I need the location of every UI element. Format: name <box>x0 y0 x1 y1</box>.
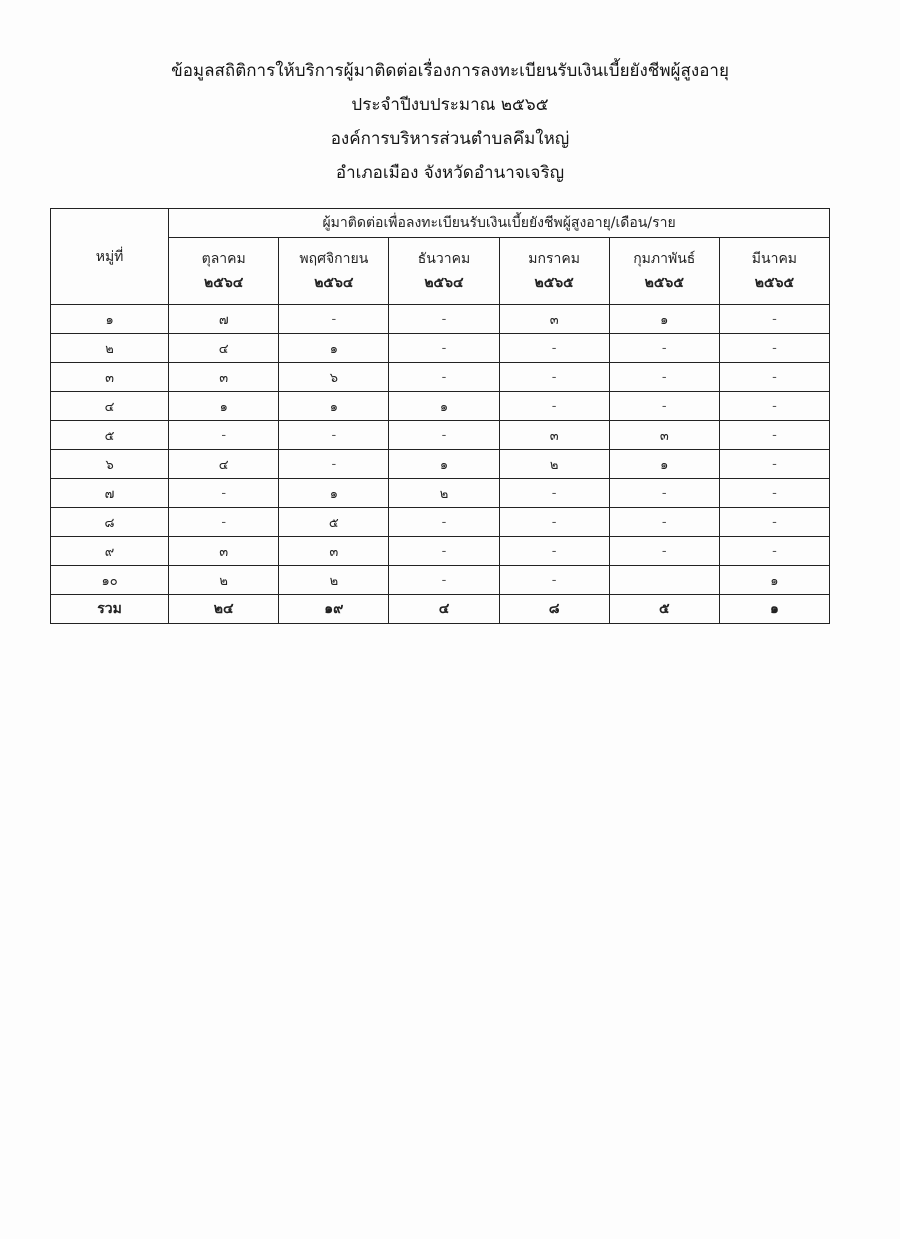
table-row <box>51 334 830 363</box>
count-cell: - <box>719 392 829 421</box>
statistics-table <box>50 208 830 624</box>
total-cell: ๒๔ <box>169 595 279 624</box>
count-cell: - <box>719 508 829 537</box>
table-row <box>51 421 830 450</box>
count-cell: - <box>499 479 609 508</box>
month-name: พฤศจิกายน <box>299 251 369 267</box>
month-year: ๒๕๖๕ <box>644 275 684 291</box>
count-cell: - <box>169 479 279 508</box>
count-cell: - <box>719 421 829 450</box>
count-cell: - <box>389 363 499 392</box>
count-cell: ๖ <box>279 363 389 392</box>
moo-cell: ๙ <box>51 537 169 566</box>
month-year: ๒๕๖๔ <box>314 275 354 291</box>
count-cell: ๑ <box>609 305 719 334</box>
count-cell: ๑ <box>169 392 279 421</box>
count-cell: - <box>389 537 499 566</box>
table-row <box>51 537 830 566</box>
count-cell: - <box>499 566 609 595</box>
table-row <box>51 479 830 508</box>
moo-cell: ๔ <box>51 392 169 421</box>
count-cell: - <box>609 334 719 363</box>
count-cell: - <box>499 392 609 421</box>
month-header-2 <box>279 238 389 305</box>
count-cell: ๑ <box>279 392 389 421</box>
count-cell: ๓ <box>609 421 719 450</box>
month-name: ธันวาคม <box>417 251 471 267</box>
count-cell: - <box>389 566 499 595</box>
moo-cell: ๖ <box>51 450 169 479</box>
count-cell: - <box>609 537 719 566</box>
total-cell: ๑๙ <box>279 595 389 624</box>
count-cell: ๕ <box>279 508 389 537</box>
month-header-1 <box>169 238 279 305</box>
count-cell: - <box>499 508 609 537</box>
month-year: ๒๕๖๕ <box>754 275 795 291</box>
moo-cell: ๓ <box>51 363 169 392</box>
count-cell: - <box>499 537 609 566</box>
moo-column-header: หมู่ที่ <box>51 209 169 305</box>
moo-cell: ๑๐ <box>51 566 169 595</box>
count-cell: ๑ <box>389 392 499 421</box>
count-cell: ๑ <box>719 566 829 595</box>
count-cell: - <box>719 363 829 392</box>
count-cell: - <box>279 305 389 334</box>
total-cell: ๑ <box>719 595 829 624</box>
count-cell: ๓ <box>499 421 609 450</box>
count-cell <box>609 566 719 595</box>
count-cell: ๑ <box>279 479 389 508</box>
table-row <box>51 566 830 595</box>
count-cell: ๔ <box>169 450 279 479</box>
count-cell: - <box>609 363 719 392</box>
month-year: ๒๕๖๔ <box>424 275 464 291</box>
count-cell: - <box>499 363 609 392</box>
count-cell: - <box>279 421 389 450</box>
month-name: มีนาคม <box>751 251 798 267</box>
month-name: ตุลาคม <box>201 251 246 267</box>
count-cell: - <box>389 305 499 334</box>
count-cell: ๓ <box>499 305 609 334</box>
count-cell: ๒ <box>389 479 499 508</box>
total-cell: ๘ <box>499 595 609 624</box>
month-name: มกราคม <box>528 251 580 267</box>
month-header-4 <box>499 238 609 305</box>
count-cell: - <box>719 479 829 508</box>
month-header-6 <box>719 238 829 305</box>
count-cell: ๒ <box>279 566 389 595</box>
count-cell: - <box>719 537 829 566</box>
moo-cell: ๕ <box>51 421 169 450</box>
moo-cell: ๑ <box>51 305 169 334</box>
table-row <box>51 450 830 479</box>
count-cell: ๓ <box>169 537 279 566</box>
month-header-3 <box>389 238 499 305</box>
month-year: ๒๕๖๔ <box>204 275 244 291</box>
count-cell: - <box>719 450 829 479</box>
count-cell: - <box>169 421 279 450</box>
district-province-line: อำเภอเมือง จังหวัดอำนาจเจริญ <box>335 163 565 183</box>
count-cell: - <box>389 334 499 363</box>
total-cell: ๔ <box>389 595 499 624</box>
table-row <box>51 363 830 392</box>
count-cell: ๓ <box>279 537 389 566</box>
table-body <box>51 305 830 624</box>
count-cell: ๔ <box>169 334 279 363</box>
total-label: รวม <box>51 595 169 624</box>
table-row <box>51 392 830 421</box>
count-cell: ๑ <box>609 450 719 479</box>
fiscal-year-line: ประจำปีงบประมาณ ๒๕๖๕ <box>351 95 549 115</box>
count-cell: - <box>389 421 499 450</box>
count-cell: - <box>279 450 389 479</box>
count-cell: ๒ <box>169 566 279 595</box>
moo-cell: ๗ <box>51 479 169 508</box>
count-cell: - <box>609 479 719 508</box>
moo-cell: ๘ <box>51 508 169 537</box>
count-cell: - <box>609 508 719 537</box>
total-row <box>51 595 830 624</box>
count-cell: ๒ <box>499 450 609 479</box>
count-cell: - <box>719 334 829 363</box>
document-title: ข้อมูลสถิติการให้บริการผู้มาติดต่อเรื่องการลงทะเบียนรับเงินเบี้ยยังชีพผู้สูงอายุ <box>171 61 729 81</box>
count-cell: ๑ <box>279 334 389 363</box>
count-cell: - <box>609 392 719 421</box>
table-row <box>51 305 830 334</box>
count-cell: ๓ <box>169 363 279 392</box>
count-cell: - <box>169 508 279 537</box>
count-cell: - <box>719 305 829 334</box>
month-header-5 <box>609 238 719 305</box>
count-cell: - <box>389 508 499 537</box>
table-row <box>51 508 830 537</box>
organization-line: องค์การบริหารส่วนตำบลคึมใหญ่ <box>330 129 570 149</box>
total-cell: ๕ <box>609 595 719 624</box>
group-header: ผู้มาติดต่อเพื่อลงทะเบียนรับเงินเบี้ยยังชีพผู้สูงอายุ/เดือน/ราย <box>169 209 830 238</box>
count-cell: - <box>499 334 609 363</box>
month-year: ๒๕๖๕ <box>534 275 574 291</box>
count-cell: ๗ <box>169 305 279 334</box>
month-name: กุมภาพันธ์ <box>633 251 696 267</box>
count-cell: ๑ <box>389 450 499 479</box>
moo-cell: ๒ <box>51 334 169 363</box>
